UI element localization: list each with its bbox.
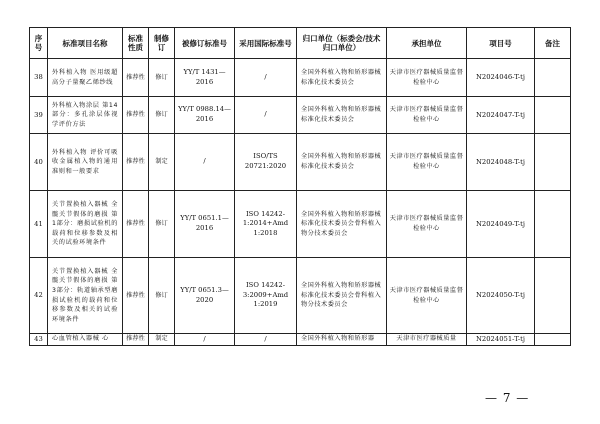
header-name: 标准项目名称 [48,28,123,59]
cell-dept: 全国外科植入物和矫形器械标准化技术委员会 [297,134,387,191]
cell-dept: 全国外科植入物和矫形器 [297,334,387,346]
cell-nature: 推荐性 [123,334,149,346]
cell-org: 天津市医疗器械质量监督检验中心 [387,191,467,258]
cell-revised-no: YY/T 0988.14—2016 [175,97,235,134]
table-row [30,334,571,346]
cell-seq: 40 [30,134,48,191]
cell-note [535,334,571,346]
cell-project: N2024048-T-tj [467,134,535,191]
cell-intl: / [235,97,297,134]
cell-org: 天津市医疗器械质量监督检验中心 [387,59,467,97]
cell-intl: ISO 14242-1:2014+Amd 1:2018 [235,191,297,258]
cell-revised-no: YY/T 0651.3—2020 [175,258,235,334]
cell-note [535,97,571,134]
cell-intl: / [235,59,297,97]
cell-name: 关节置换植入器械 全髋关节假体的磨损 第3部分：轨道轴承型磨损试验机的载荷和位移参数及相关的试验环境条件 [48,258,123,334]
cell-dept: 全国外科植入物和矫形器械标准化技术委员会 [297,97,387,134]
cell-nature: 推荐性 [123,97,149,134]
header-note: 备注 [535,28,571,59]
table-row [30,191,571,258]
cell-seq: 41 [30,191,48,258]
cell-seq: 42 [30,258,48,334]
cell-note [535,191,571,258]
cell-org: 天津市医疗器械质量监督检验中心 [387,258,467,334]
cell-dept: 全国外科植入物和矫形器械标准化技术委员会骨科植入物分技术委员会 [297,191,387,258]
page-number: — 7 — [485,391,530,405]
table-row [30,258,571,334]
header-dept: 归口单位（标委会/技术归口单位） [297,28,387,59]
cell-note [535,134,571,191]
cell-type: 修订 [149,97,175,134]
header-type: 制修订 [149,28,175,59]
cell-revised-no: YY/T 0651.1—2016 [175,191,235,258]
cell-nature: 推荐性 [123,191,149,258]
header-intl: 采用国际标准号 [235,28,297,59]
cell-seq: 43 [30,334,48,346]
cell-name: 关节置换植入器械 全髋关节假体的磨损 第1部分：磨损试验机的载荷和位移参数及相关的试验环境条件 [48,191,123,258]
cell-intl: ISO 14242-3:2009+Amd 1:2019 [235,258,297,334]
cell-project: N2024051-T-tj [467,334,535,346]
header-org: 承担单位 [387,28,467,59]
cell-project: N2024047-T-tj [467,97,535,134]
cell-name: 心血管植入器械 心 [48,334,123,346]
cell-revised-no: / [175,334,235,346]
cell-type: 制定 [149,334,175,346]
cell-project: N2024050-T-tj [467,258,535,334]
cell-type: 修订 [149,59,175,97]
cell-type: 修订 [149,191,175,258]
header-project: 项目号 [467,28,535,59]
cell-seq: 38 [30,59,48,97]
cell-revised-no: YY/T 1431—2016 [175,59,235,97]
cell-revised-no: / [175,134,235,191]
table-row [30,59,571,97]
cell-org: 天津市医疗器械质量监督检验中心 [387,97,467,134]
cell-org: 天津市医疗器械质量 [387,334,467,346]
header-nature: 标准性质 [123,28,149,59]
cell-type: 制定 [149,134,175,191]
cell-note [535,258,571,334]
cell-seq: 39 [30,97,48,134]
cell-name: 外科植入物涂层 第14部分：多孔涂层体视学评价方法 [48,97,123,134]
table-row [30,97,571,134]
cell-intl: / [235,334,297,346]
cell-nature: 推荐性 [123,258,149,334]
cell-nature: 推荐性 [123,134,149,191]
cell-project: N2024049-T-tj [467,191,535,258]
cell-project: N2024046-T-tj [467,59,535,97]
cell-dept: 全国外科植入物和矫形器械标准化技术委员会 [297,59,387,97]
table-row [30,134,571,191]
cell-note [535,59,571,97]
cell-intl: ISO/TS 20721:2020 [235,134,297,191]
cell-type: 修订 [149,258,175,334]
header-revised-no: 被修订标准号 [175,28,235,59]
cell-org: 天津市医疗器械质量监督检验中心 [387,134,467,191]
cell-name: 外科植入物 医用级超高分子量聚乙烯纱线 [48,59,123,97]
standards-table [29,27,571,346]
cell-dept: 全国外科植入物和矫形器械标准化技术委员会骨科植入物分技术委员会 [297,258,387,334]
header-row [30,28,571,59]
cell-nature: 推荐性 [123,59,149,97]
header-seq: 序号 [30,28,48,59]
cell-name: 外科植入物 评价可吸收金属植入物的通用准则和一般要求 [48,134,123,191]
